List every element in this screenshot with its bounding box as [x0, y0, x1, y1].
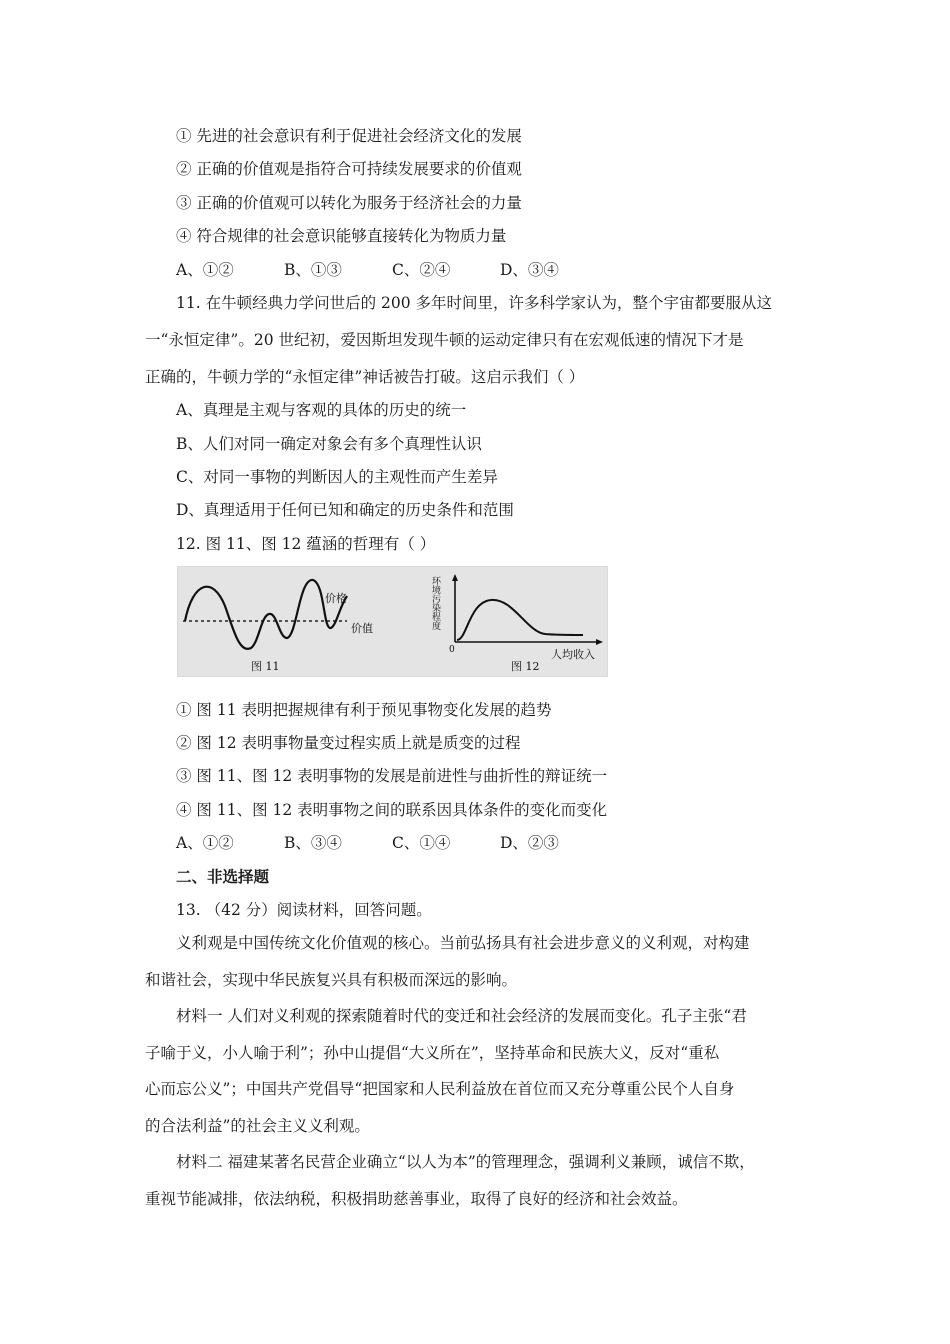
q11-option-d: D、真理适用于任何已知和确定的历史条件和范围	[176, 501, 514, 519]
q11-stem-line-2: 一“永恒定律”。20 世纪初，爱因斯坦发现牛顿的运动定律只有在宏观低速的情况下才是	[145, 331, 744, 349]
q12-figure-image	[177, 566, 608, 677]
q13-material-2-line-1: 材料二 福建某著名民营企业确立“以人为本”的管理理念，强调利义兼顾，诚信不欺，	[176, 1153, 755, 1171]
fig12-caption: 图 12	[511, 660, 540, 673]
q10-statement-4: ④ 符合规律的社会意识能够直接转化为物质力量	[176, 227, 507, 245]
q12-statement-1: ① 图 11 表明把握规律有利于预见事物变化发展的趋势	[176, 701, 552, 719]
figure-background	[177, 566, 608, 677]
q12-option-d: D、②③	[500, 834, 559, 852]
q11-stem-line-1: 11. 在牛顿经典力学问世后的 200 多年时间里，许多科学家认为，整个宇宙都要服从这	[176, 294, 773, 312]
q13-stem: 13. （42 分）阅读材料，回答问题。	[176, 901, 432, 919]
q12-option-b: B、③④	[284, 834, 342, 852]
q12-statement-2: ② 图 12 表明事物量变过程实质上就是质变的过程	[176, 734, 521, 752]
q12-statement-4: ④ 图 11、图 12 表明事物之间的联系因具体条件的变化而变化	[176, 801, 608, 819]
q10-statement-2: ② 正确的价值观是指符合可持续发展要求的价值观	[176, 160, 522, 178]
q11-option-b: B、人们对同一确定对象会有多个真理性认识	[176, 435, 482, 453]
q10-statement-3: ③ 正确的价值观可以转化为服务于经济社会的力量	[176, 194, 522, 212]
fig12-x-label: 人均收入	[551, 648, 595, 661]
fig12-origin: 0	[449, 645, 455, 655]
q11-option-c: C、对同一事物的判断因人的主观性而产生差异	[176, 468, 498, 486]
q12-stem: 12. 图 11、图 12 蕴涵的哲理有（ ）	[176, 535, 436, 553]
fig12-y-label: 环境污染程度	[430, 576, 440, 630]
q13-material-1-line-3: 心而忘公义”；中国共产党倡导“把国家和人民利益放在首位而又充分尊重公民个人自身	[145, 1080, 735, 1098]
q13-intro-line-2: 和谐社会，实现中华民族复兴具有积极而深远的影响。	[145, 971, 518, 989]
q13-material-1-line-1: 材料一 人们对义利观的探索随着时代的变迁和社会经济的发展而变化。孔子主张“君	[176, 1007, 747, 1025]
q12-option-c: C、①④	[392, 834, 451, 852]
q10-statement-1: ① 先进的社会意识有利于促进社会经济文化的发展	[176, 127, 522, 145]
q13-material-2-line-2: 重视节能减排，依法纳税，积极捐助慈善事业，取得了良好的经济和社会效益。	[145, 1190, 688, 1208]
q12-option-a: A、①②	[176, 834, 234, 852]
q10-option-a: A、①②	[176, 261, 234, 279]
q10-option-c: C、②④	[392, 261, 451, 279]
fig11-caption: 图 11	[251, 660, 280, 673]
q13-material-1-line-4: 的合法利益”的社会主义义利观。	[145, 1117, 370, 1135]
section-2-heading: 二、非选择题	[176, 868, 270, 886]
q13-intro-line-1: 义利观是中国传统文化价值观的核心。当前弘扬具有社会进步意义的义利观，对构建	[176, 934, 750, 952]
fig11-price-label: 价格	[325, 592, 347, 605]
q12-options	[176, 832, 608, 854]
fig11-value-label: 价值	[351, 622, 373, 635]
q11-option-a: A、真理是主观与客观的具体的历史的统一	[176, 401, 467, 419]
q12-statement-3: ③ 图 11、图 12 表明事物的发展是前进性与曲折性的辩证统一	[176, 767, 608, 785]
q11-stem-line-3: 正确的，牛顿力学的“永恒定律”神话被告打破。这启示我们（ ）	[145, 368, 585, 386]
q13-material-1-line-2: 子喻于义，小人喻于利”；孙中山提倡“大义所在”，坚持革命和民族大义，反对“重私	[145, 1044, 720, 1062]
q10-option-b: B、①③	[284, 261, 342, 279]
q10-options	[176, 259, 608, 281]
q10-option-d: D、③④	[500, 261, 559, 279]
